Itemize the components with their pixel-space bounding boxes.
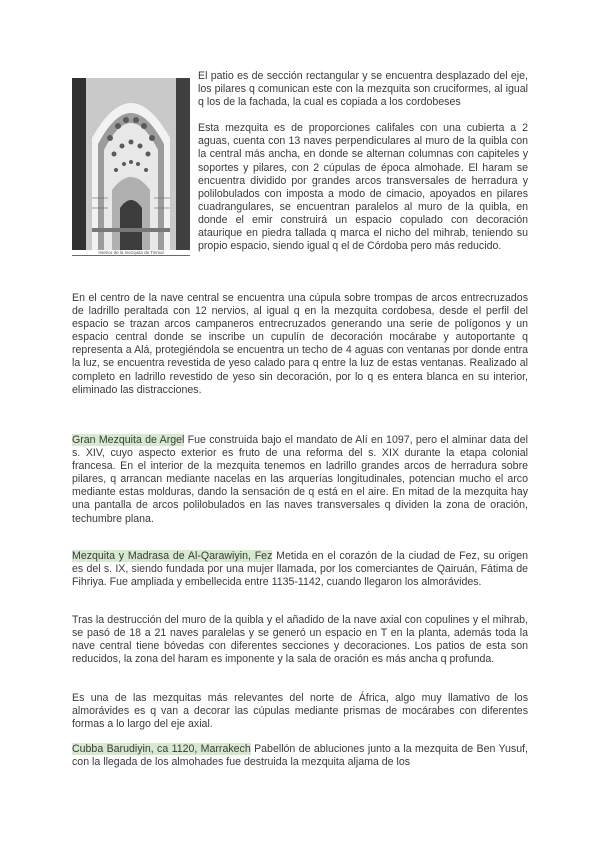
heading-qarawiyin: Mezquita y Madrasa de Al-Qarawiyin, Fez bbox=[72, 550, 273, 562]
photo-caption: Interior de la mezquita de Tinmal bbox=[72, 250, 190, 255]
paragraph-destruccion-quibla: Tras la destrucción del muro de la quibla y el añadido de la nave axial con copulines y el mihrab, se pasó de 18 a 21 naves paralelas y se generó un espacio en T en la planta, además toda la nave central tiene bóvedas con diferentes secciones y decoraciones. Los patios de esta son reducidos, la zona del haram es imponente y la sala de oración es más ancha q profunda. bbox=[72, 614, 528, 666]
paragraph-qarawiyin bbox=[72, 550, 528, 589]
paragraph-barudiyin bbox=[72, 743, 528, 769]
paragraph-relevancia: Es una de las mezquitas más relevantes del norte de África, algo muy llamativo de los almorávides es q van a decorar las cúpulas mediante prismas de mocárabes con diferentes formas a lo largo del eje axial. bbox=[72, 692, 528, 731]
mosque-interior-photo bbox=[72, 78, 190, 256]
paragraph-qarawiyin-body: Metida en el corazón de la ciudad de Fez, su origen es del s. IX, siendo fundada por una mujer llamada, por los comerciantes de Qairuán, Fátima de Fihriya. Fue ampliada y embellecida entre 1135-1142, cuando llegaron los almorávides. bbox=[72, 550, 528, 589]
paragraph-barudiyin-body: Pabellón de abluciones junto a la mezquita de Ben Yusuf, con la llegada de los almohades fue destruida la mezquita aljama de los bbox=[72, 743, 528, 769]
heading-gran-mezquita-argel: Gran Mezquita de Argel bbox=[72, 434, 185, 446]
paragraph-patio: El patio es de sección rectangular y se encuentra desplazado del eje, los pilares q comunican este con la mezquita son cruciformes, al igual q los de la fachada, la cual es copiada a los cordobeses bbox=[198, 70, 528, 109]
paragraph-proporciones: Esta mezquita es de proporciones califales con una cubierta a 2 aguas, cuenta con 13 naves perpendiculares al muro de la quibla con la central más ancha, en donde se alternan columnas con capiteles y soportes y pilares, con 2 cúpulas de época almohade. El haram se encuentra dividido por grandes arcos transversales de herradura y polilobulados con imposta a modo de cimacio, apoyados en pilares cuadrangulares, se encuentran paralelos al muro de la quibla, en donde el emir construirá un espacio copulado con decoración ataurique en piedra tallada q marca el nicho del mihrab, teniendo su propio espacio, siendo igual q el de Córdoba pero más reducido. bbox=[198, 122, 528, 253]
paragraph-cupula: En el centro de la nave central se encuentra una cúpula sobre trompas de arcos entrecruzados de ladrillo peraltada con 12 nervios, al igual q en la mezquita cordobesa, desde el perfil del espacio se trazan arcos campaneros entrecruzados generando una serie de polígonos y un espacio central donde se inscribe un cupulín de decoración mocárabe y autoportante q representa a Alá, protegiéndola se encuentra un techo de 4 aguas con ventanas por donde entra la luz, se encuentra revestida de yeso calado para q entre la luz de estas ventanas. Realizado al completo en ladrillo revestido de yeso sin decoración, por lo q es entera blanca en su interior, eliminado las distracciones. bbox=[72, 292, 528, 396]
heading-cubba-barudiyin: Cubba Barudiyin, ca 1120, Marrakech bbox=[72, 743, 251, 755]
paragraph-argel bbox=[72, 434, 528, 526]
paragraph-argel-body: Fue construida bajo el mandato de Alí en 1097, pero el alminar data del s. XIV, cuyo aspecto exterior es fruto de una reforma del s. XIX durante la etapa colonial francesa. En el interior de la mezquita tenemos en ladrillo grandes arcos de herradura sobre pilares, q arrancan mediante nacelas en las arquerías longitudinales, potencian mucho el arco mediante estas molduras, dando la sensación de q está en el aire. En mitad de la mezquita hay una pantalla de arcos polilobulados en las naves transversales q dividen la zona de oración, techumbre plana. bbox=[72, 434, 529, 525]
